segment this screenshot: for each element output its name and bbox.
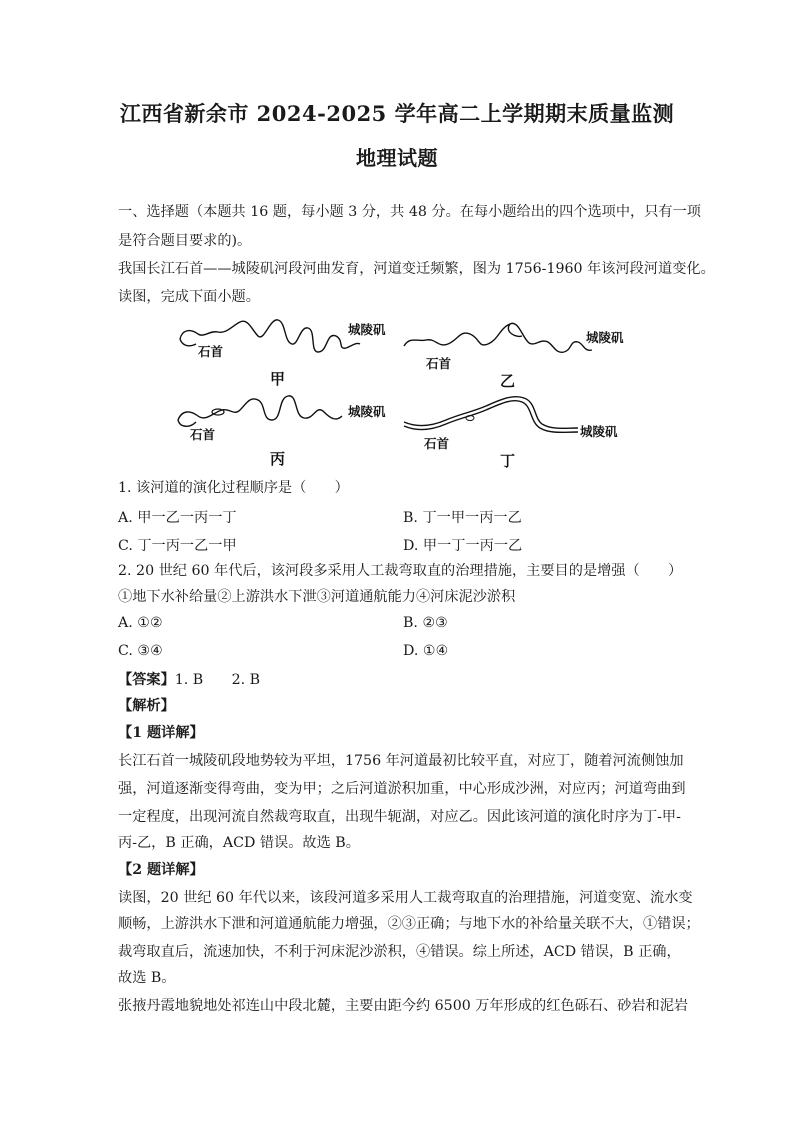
detail-1-label: 【1 题详解】 (118, 725, 204, 741)
q2-option-c: C. ③④ (118, 643, 163, 659)
q1-option-c: C. 丁一丙一乙一甲 (118, 538, 237, 554)
end-label-bing: 城陵矶 (348, 404, 386, 419)
panel-label-ding: 丁 (500, 452, 516, 470)
question-1-stem: 1. 该河道的演化过程顺序是（ ） (118, 480, 349, 496)
section-instruction-line2: 是符合题目要求的)。 (118, 233, 252, 249)
end-label-jia: 城陵矶 (348, 322, 386, 337)
next-question-intro: 张掖丹霞地貌地处祁连山中段北麓，主要由距今约 6500 万年形成的红色砾石、砂岩和泥岩 (118, 998, 689, 1014)
section-instruction-line1: 一、选择题（本题共 16 题，每小题 3 分，共 48 分。在每小题给出的四个选项中，只有一项 (118, 204, 701, 220)
start-label-yi: 石首 (426, 356, 452, 371)
q2-option-a: A. ①② (118, 615, 163, 631)
answer-line (118, 670, 688, 690)
panel-yi (404, 323, 624, 390)
detail-1-line: 丙-乙，B 正确，ACD 错误。故选 B。 (118, 835, 360, 851)
river-change-figure (160, 312, 640, 474)
end-label-yi: 城陵矶 (586, 330, 624, 345)
detail-2-line: 故选 B。 (118, 970, 176, 986)
intro-line1: 我国长江石首——城陵矶河段河曲发育，河道变迁频繁，图为 1756-1960 年该河段河道变化。 (118, 261, 715, 277)
q2-option-d: D. ①④ (403, 643, 449, 659)
panel-bing (178, 396, 386, 468)
detail-1-line: 一定程度，出现河流自然裁弯取直，出现牛轭湖，对应乙。因此该河道的演化时序为丁-甲- (118, 809, 681, 825)
panel-label-jia: 甲 (270, 370, 286, 388)
answer-text: 1. B 2. B (174, 672, 261, 688)
detail-2-line: 裁弯取直后，流速加快，不利于河床泥沙淤积，④错误。综上所述，ACD 错误，B 正确， (118, 944, 681, 960)
panel-label-bing: 丙 (270, 450, 286, 468)
start-label-jia: 石首 (198, 344, 224, 359)
end-label-ding: 城陵矶 (580, 424, 618, 439)
page-subtitle: 地理试题 (356, 146, 438, 170)
start-label-bing: 石首 (190, 427, 216, 442)
analysis-label: 【解析】 (118, 698, 175, 714)
panel-ding (404, 397, 618, 470)
intro-line2: 读图，完成下面小题。 (118, 289, 260, 305)
detail-1-line: 长江石首一城陵矶段地势较为平坦，1756 年河道最初比较平直，对应丁，随着河流侧蚀加 (118, 753, 684, 769)
q1-option-a: A. 甲一乙一丙一丁 (118, 510, 237, 526)
detail-2-line: 读图，20 世纪 60 年代以来，该段河道多采用人工裁弯取直的治理措施，河道变宽、流水变 (118, 890, 693, 906)
page-title: 江西省新余市 2024-2025 学年高二上学期期末质量监测 (119, 101, 675, 126)
q1-option-b: B. 丁一甲一丙一乙 (403, 510, 522, 526)
detail-2-label: 【2 题详解】 (118, 862, 204, 878)
panel-jia (180, 320, 386, 388)
question-2-stem: 2. 20 世纪 60 年代后，该河段多采用人工裁弯取直的治理措施，主要目的是增强（ ） (118, 563, 683, 579)
answer-label: 【答案】 (118, 672, 175, 688)
detail-2-line: 顺畅，上游洪水下泄和河道通航能力增强，②③正确；与地下水的补给量关联不大，①错误； (118, 916, 700, 932)
q1-option-d: D. 甲一丁一丙一乙 (403, 538, 523, 554)
q2-option-b: B. ②③ (403, 615, 448, 631)
panel-label-yi: 乙 (500, 372, 516, 390)
detail-1-line: 强，河道逐渐变得弯曲，变为甲；之后河道淤积加重，中心形成沙洲，对应丙；河道弯曲到 (118, 781, 686, 797)
start-label-ding: 石首 (424, 436, 450, 451)
q2-statements: ①地下水补给量②上游洪水下泄③河道通航能力④河床泥沙淤积 (118, 589, 516, 605)
